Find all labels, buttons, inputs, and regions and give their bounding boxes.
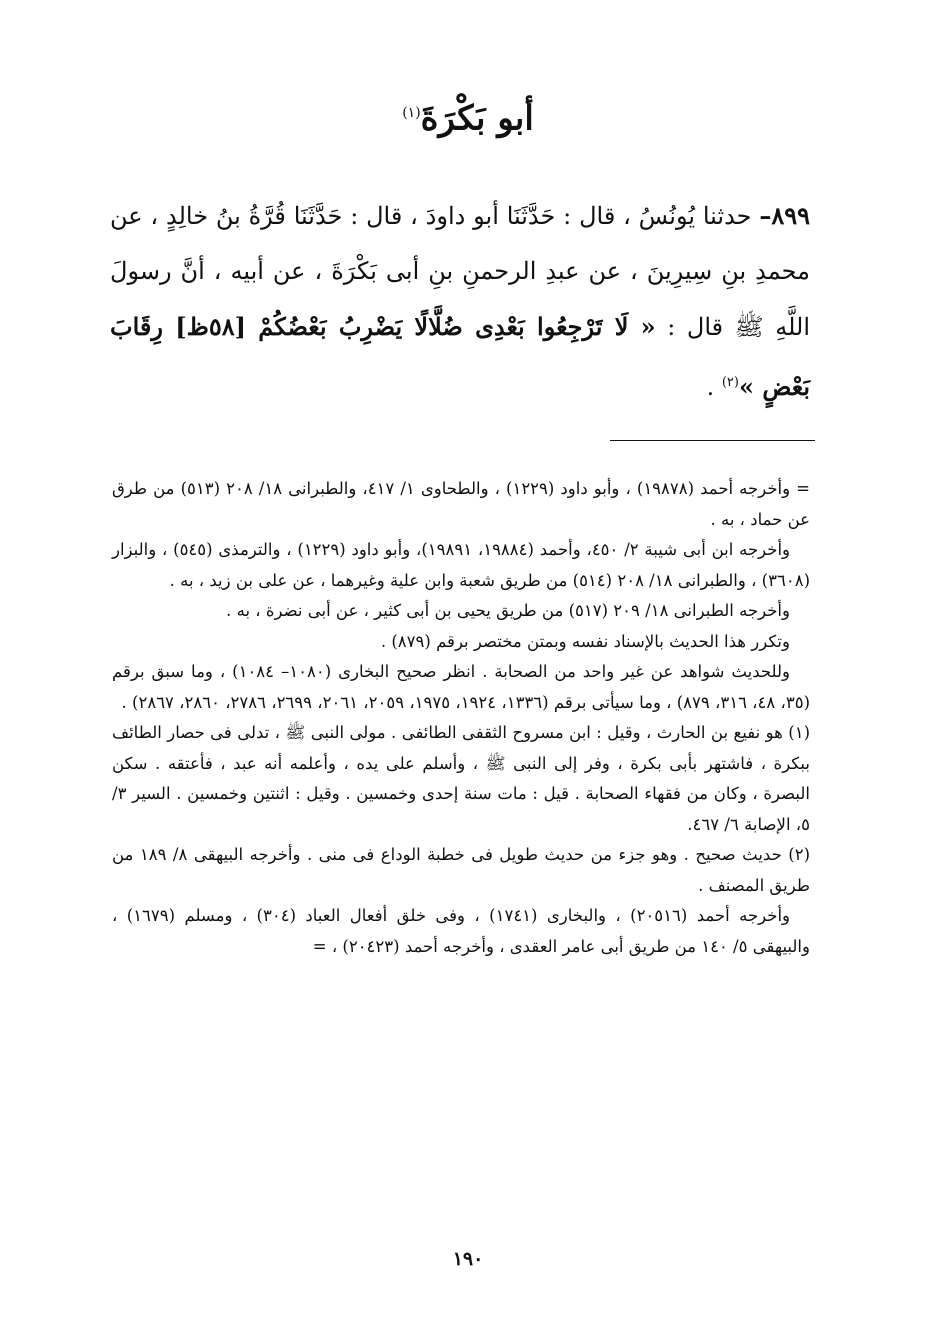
footnote-paragraph: = وأخرجه أحمد (١٩٨٧٨) ، وأبو داود (١٢٢٩) ، والطحاوى ١/ ٤١٧، والطبرانى ١٨/ ٢٠٨ (٥١٣) من طرق عن حماد ، به . <box>112 479 810 529</box>
chapter-title <box>0 88 936 143</box>
footnotes-section <box>112 474 810 962</box>
footnote-divider <box>610 440 815 441</box>
hadith-chain: حدثنا يُونُسُ ، قال : حَدَّثَنَا أبو داودَ ، قال : حَدَّثَنَا قُرَّةُ بنُ خالِدٍ ، عن محمدِ بنِ سِيرِينَ ، عن عبدِ الرحمنِ بنِ أبى بَكْرَةَ ، عن أبيه ، أنَّ رسولَ اللَّهِ ﷺ قال : <box>110 202 811 341</box>
footnote-2: (٢) حديث صحيح . وهو جزء من حديث طويل فى خطبة الوداع فى منى . وأخرجه البيهقى ٨/ ١٨٩ من طريق المصنف . <box>112 845 810 895</box>
hadith-end: . <box>706 373 722 401</box>
footnote-paragraph: وأخرجه الطبرانى ١٨/ ٢٠٩ (٥١٧) من طريق يحيى بن أبى كثير ، عن أبى نضرة ، به . <box>226 601 790 620</box>
hadith-number: ٨٩٩– <box>759 201 811 230</box>
footnote-paragraph: وتكرر هذا الحديث بالإسناد نفسه وبمتن مختصر برقم (٨٧٩) . <box>380 631 790 651</box>
hadith-footnote-marker: (٢) <box>721 375 739 390</box>
chapter-title-text: أبو بَكْرَةَ <box>420 98 534 139</box>
page-number: ١٩٠ <box>452 1248 484 1270</box>
footnote-paragraph: وأخرجه ابن أبى شيبة ٢/ ٤٥٠، وأحمد (١٩٨٨٤، ١٩٨٩١)، وأبو داود (١٢٢٩) ، والترمذى (٥٤٥) ، والبزار (٣٦٠٨) ، والطبرانى ١٨/ ٢٠٨ (٥١٤) من طريق شعبة وابن علية وغيرهما ، عن على بن زيد ، به . <box>112 540 810 590</box>
hadith-text: « لَا تَرْجِعُوا بَعْدِى ضُلَّالًا يَضْرِبُ بَعْضُكُمْ [٥٨ظ] رِقَابَ بَعْضٍ » <box>110 312 810 401</box>
hadith-block <box>110 188 810 415</box>
footnote-paragraph: وأخرجه أحمد (٢٠٥١٦) ، والبخارى (١٧٤١) ، وفى خلق أفعال العباد (٣٠٤) ، ومسلم (١٦٧٩) ، والبيهقى ٥/ ١٤٠ من طريق أبى عامر العقدى ، وأخرجه أحمد (٢٠٤٢٣) ، = <box>112 906 810 956</box>
footnote-paragraph: وللحديث شواهد عن غير واحد من الصحابة . انظر صحيح البخارى (١٠٨٠– ١٠٨٤) ، وما سبق برقم (٣٥، ٤٨، ٣١٦، ٨٧٩) ، وما سيأتى برقم (١٣٣٦، ١٩٢٤، ١٩٧٥، ٢٠٥٩، ٢٠٦١، ٢٦٩٩، ٢٧٨٦، ٢٨٦٠، ٢٨٦٧) . <box>112 662 810 712</box>
title-footnote-marker: (١) <box>402 105 421 121</box>
footnote-1: (١) هو نفيع بن الحارث ، وقيل : ابن مسروح الثقفى الطائفى . مولى النبى ﷺ ، تدلى فى حصار الطائف ببكرة ، فاشتهر بأبى بكرة ، وفر إلى النبى ﷺ ، وأسلم على يده ، وأعلمه أنه عبد ، فأعتقه . سكن البصرة ، وكان من فقهاء الصحابة . قيل : مات سنة إحدى وخمسين . وقيل : اثنتين وخمسين . السير ٣/ ٥، الإصابة ٦/ ٤٦٧. <box>112 723 810 834</box>
